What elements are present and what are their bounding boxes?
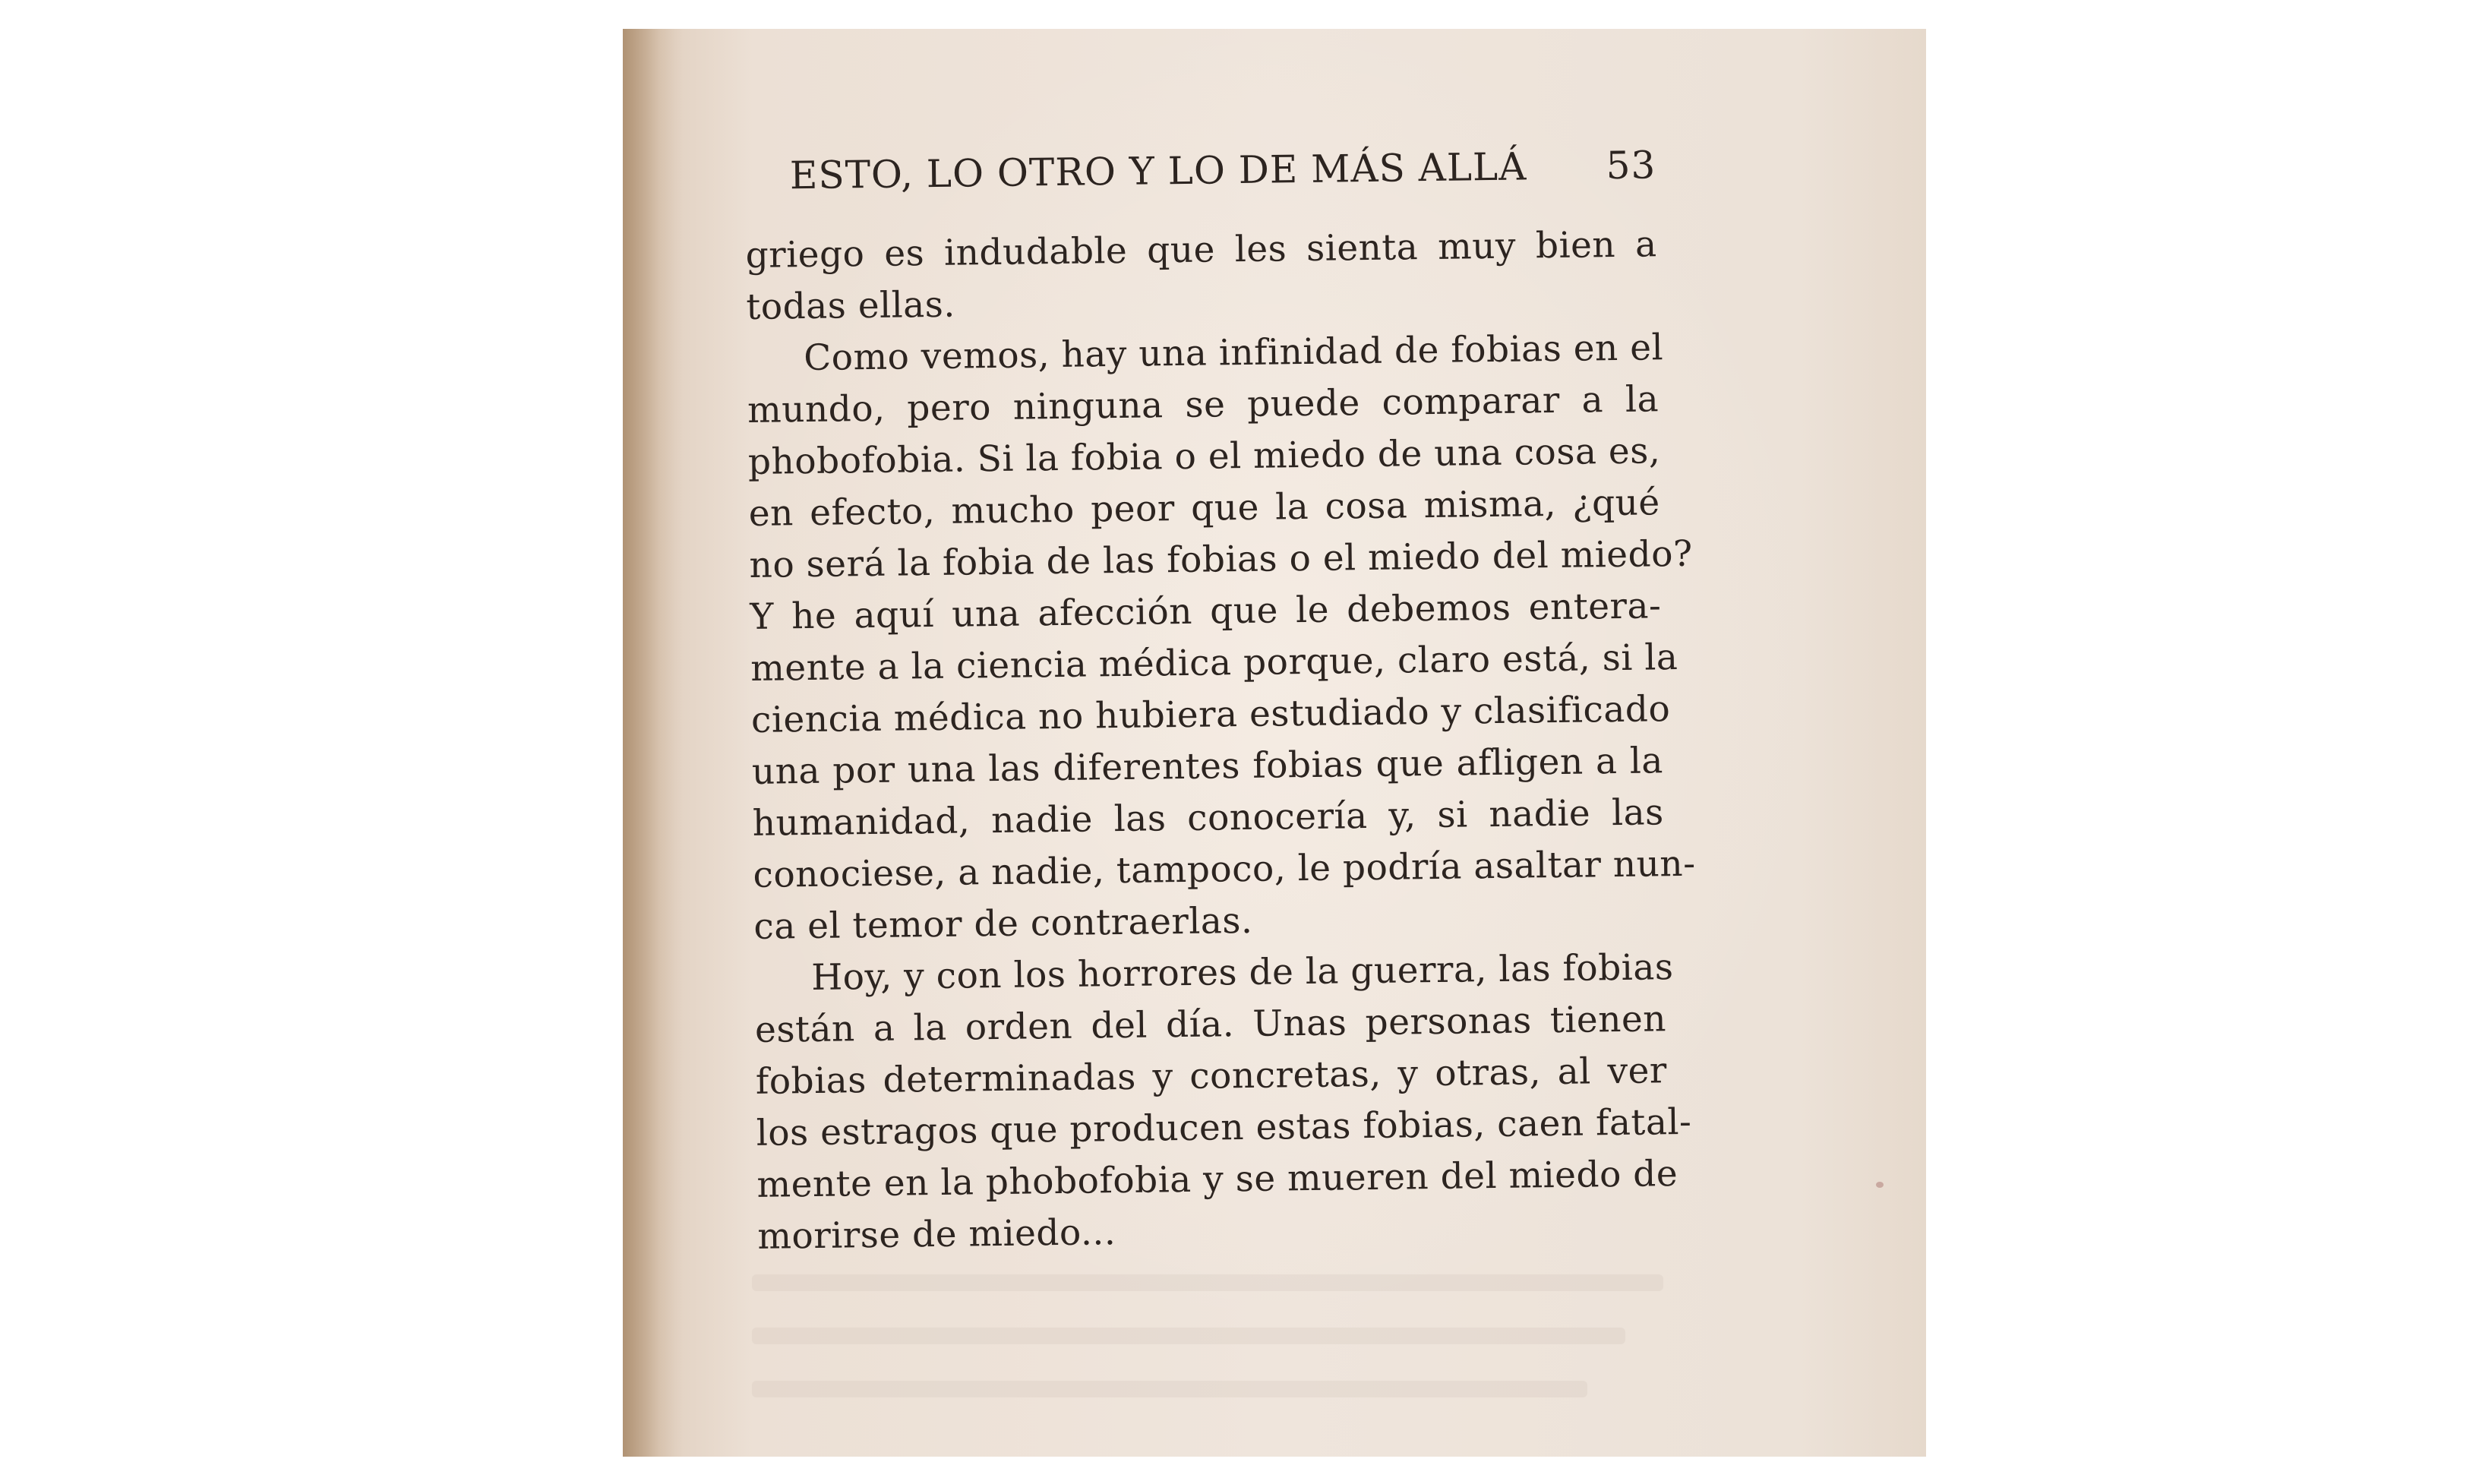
text-line: están a la orden del día. Unas personas tienen <box>754 998 1667 1051</box>
text-line: mundo, pero ninguna se puede comparar a la <box>747 378 1660 431</box>
text-line: fobias determinadas y concretas, y otras, al ver <box>755 1050 1668 1103</box>
body-text <box>745 219 1696 1263</box>
book-page-photo <box>623 29 1926 1457</box>
show-through-text <box>752 1381 1587 1397</box>
text-line: en efecto, mucho peor que la cosa misma, ¿qué <box>748 482 1661 535</box>
text-line: morirse de miedo... <box>757 1211 1116 1258</box>
page-gutter-shadow <box>623 29 684 1457</box>
page-number: 53 <box>1606 143 1656 188</box>
text-line: humanidad, nadie las conocería y, si nadie las <box>752 791 1665 845</box>
show-through-text <box>752 1274 1663 1291</box>
text-line: ca el temor de contraerlas. <box>753 899 1253 948</box>
show-through-text <box>752 1328 1625 1344</box>
text-line: mente a la ciencia médica porque, claro está, si la <box>750 636 1678 690</box>
text-line: Como vemos, hay una infinidad de fobias en el <box>803 327 1664 380</box>
text-line: todas ellas. <box>746 283 956 328</box>
text-line: mente en la phobofobia y se mueren del miedo de <box>756 1153 1678 1206</box>
running-title: ESTO, LO OTRO Y LO DE MÁS ALLÁ <box>789 144 1527 198</box>
running-head <box>744 143 1656 215</box>
text-line: griego es indudable que les sienta muy bien a <box>745 223 1657 276</box>
text-line: Y he aquí una afección que le debemos entera- <box>750 585 1662 638</box>
text-line: no será la fobia de las fobias o el miedo del miedo? <box>749 532 1693 586</box>
printed-page <box>744 143 1696 1263</box>
text-line: los estragos que producen estas fobias, caen fatal- <box>756 1100 1692 1154</box>
text-line: una por una las diferentes fobias que afligen a la <box>751 740 1664 793</box>
paper-fleck <box>1876 1182 1884 1188</box>
text-line: conociese, a nadie, tampoco, le podría asaltar nun- <box>753 842 1696 896</box>
text-line: ciencia médica no hubiera estudiado y clasificado <box>750 688 1671 741</box>
text-line: phobofobia. Si la fobia o el miedo de una cosa es, <box>747 430 1661 483</box>
text-line: Hoy, y con los horrores de la guerra, las fobias <box>810 946 1674 999</box>
